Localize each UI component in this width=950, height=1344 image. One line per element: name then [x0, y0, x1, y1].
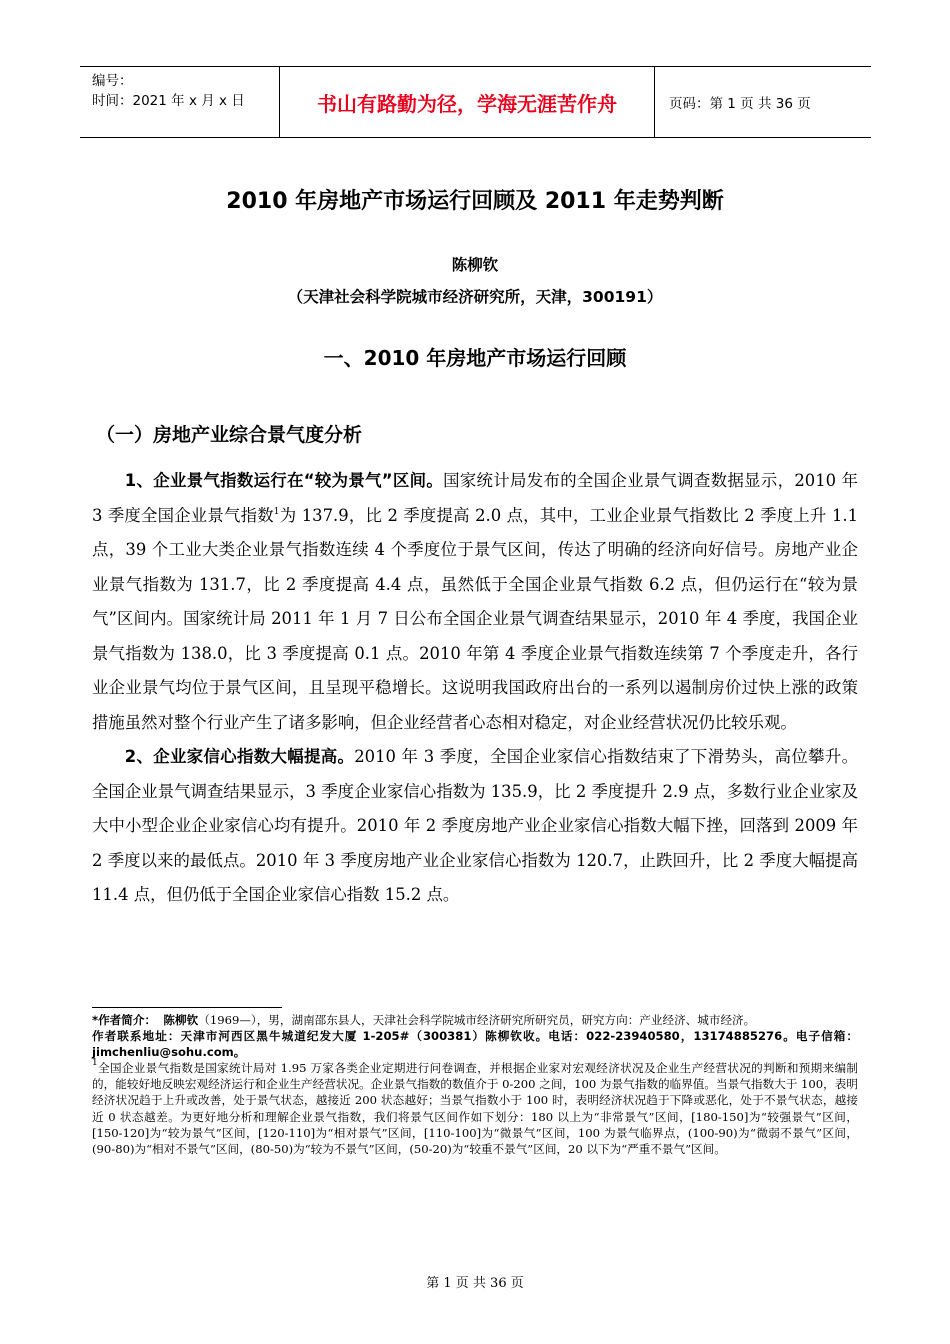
- footnote-1: [92, 1060, 858, 1157]
- author-name: 陈柳钦: [451, 256, 499, 274]
- header-meta: [80, 67, 280, 137]
- body-text: [92, 464, 858, 913]
- footnote-1-text: 全国企业景气指数是国家统计局对 1.95 万家各类企业定期进行问卷调查，并根据企业家对宏观经济状况及企业生产经营状况的判断和预期来编制的，能较好地反映宏观经济运行和企业生产经营状况。企业景气指数的数值介于 0-200 之间，100 为景气指数的临界值。当景气指数大于 100，表明经济状况趋于上升或改善，处于景气状态，越接近 200 状态越好；当景气指数小于 100 时，表明经济状况趋于下降或恶化，处于不景气状态，越接近 0 状态越差。为更好地分析和理解企业景气指数，我们将景气区间作如下划分：180 以上为“非常景气”区间，[180-150]为“较强景气”区间，[150-120]为“较为景气”区间，[120-110]为“相对景气”区间，[110-100]为“微景气”区间，100 为景气临界点，(100-90)为“微弱不景气”区间，(90-80)为“相对不景气”区间，(80-50)为“较为不景气”区间，(50-20)为“较重不景气”区间，20 以下为“严重不景气”区间。: [92, 1061, 858, 1156]
- paragraph-1-lead: 1、企业景气指数运行在“较为景气”区间。: [124, 471, 444, 490]
- footnote-contact: [92, 1028, 858, 1060]
- paragraph-1: [92, 464, 858, 740]
- paragraph-2: [92, 740, 858, 913]
- number-label: 编号：: [92, 73, 133, 89]
- motto: 书山有路勤为径，学海无涯苦作舟: [280, 67, 655, 137]
- author-note-text: （1969—），男，湖南邵东县人，天津社会科学院城市经济研究所研究员，研究方向：产业经济、城市经济。: [198, 1013, 756, 1027]
- footnotes: [92, 1012, 858, 1157]
- author-affiliation: （天津社会科学院城市经济研究所，天津，300191）: [287, 288, 663, 306]
- page-info: 页码：第 1 页 共 36 页: [669, 96, 811, 112]
- author-note-name: 陈柳钦: [163, 1013, 199, 1027]
- footnote-divider: [92, 1007, 282, 1008]
- paragraph-2-lead: 2、企业家信心指数大幅提高。: [124, 747, 355, 766]
- contact-text: 作者联系地址：天津市河西区黑牛城道纪发大厦 1-205#（300381）陈柳钦收。电话：022-23940580，13174885276。电子信箱：jimchenliu@sohu.com。: [92, 1029, 858, 1060]
- section-heading: 一、2010 年房地产市场运行回顾: [323, 346, 627, 370]
- footnote-ref-1[interactable]: 1: [273, 506, 280, 517]
- paragraph-1-text-b: 为 137.9，比 2 季度提高 2.0 点，其中，工业企业景气指数比 2 季度上升 1.1 点，39 个工业大类企业景气指数连续 4 个季度位于景气区间，传达了明确的经济向好信号。房地产业企业景气指数为 131.7，比 2 季度提高 4.4 点，虽然低于全国企业景气指数 6.2 点，但仍运行在“较为景气”区间内。国家统计局 2011 年 1 月 7 日公布全国企业景气调查结果显示，2010 年 4 季度，我国企业景气指数为 138.0，比 3 季度提高 0.1 点。2010 年第 4 季度企业景气指数连续第 7 个季度走升，各行业企业景气均位于景气区间，且呈现平稳增长。这说明我国政府出台的一系列以遏制房价过快上涨的政策措施虽然对整个行业产生了诸多影响，但企业经营者心态相对稳定，对企业经营状况仍比较乐观。: [92, 505, 859, 732]
- date-label: 时间：2021 年 x 月 x 日: [92, 93, 245, 109]
- page-footer: 第 1 页 共 36 页: [426, 1276, 524, 1291]
- paragraph-2-text: 2010 年 3 季度，全国企业家信心指数结束了下滑势头，高位攀升。全国企业景气调查结果显示，3 季度企业家信心指数为 135.9，比 2 季度提升 2.9 点，多数行业企业家及大中小型企业企业家信心均有提升。2010 年 2 季度房地产业企业家信心指数大幅下挫，回落到 2009 年 2 季度以来的最低点。2010 年 3 季度房地产业企业家信心指数为 120.7，止跌回升，比 2 季度大幅提高 11.4 点，但仍低于全国企业家信心指数 15.2 点。: [92, 747, 858, 904]
- paragraph-1-text-a: 国家统计局发布的全国企业景气调查数据显示，2010 年 3 季度全国企业景气指数: [92, 471, 859, 525]
- footnote-author: [92, 1012, 858, 1028]
- subsection-heading: （一）房地产业综合景气度分析: [96, 424, 363, 446]
- footnote-1-marker: 1: [92, 1058, 98, 1069]
- author-note-label: *作者简介：: [92, 1013, 157, 1027]
- header-table: [80, 66, 871, 138]
- document-title: 2010 年房地产市场运行回顾及 2011 年走势判断: [226, 189, 724, 214]
